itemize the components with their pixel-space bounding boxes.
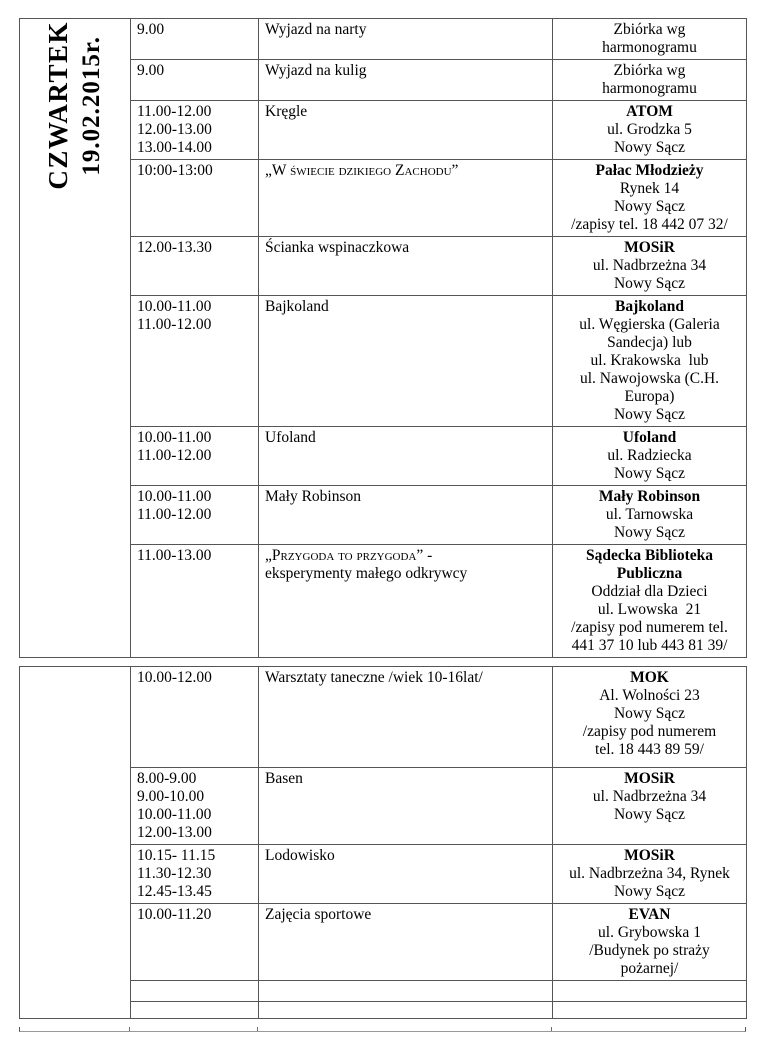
venue-detail-line: Nowy Sącz bbox=[613, 806, 686, 823]
activity-cell bbox=[259, 296, 553, 427]
location-cell bbox=[553, 160, 747, 237]
activity-cell bbox=[259, 904, 553, 981]
location-cell bbox=[553, 981, 747, 1002]
time-cell bbox=[131, 667, 259, 768]
time-cell bbox=[131, 60, 259, 101]
venue-detail-line: ul. Radziecka bbox=[607, 447, 692, 464]
venue-name-line: MOSiR bbox=[624, 847, 675, 864]
activity-cell bbox=[259, 768, 553, 845]
activity-cell bbox=[259, 981, 553, 1002]
activity-cell bbox=[259, 160, 553, 237]
time-line: 10.00-11.00 bbox=[137, 488, 212, 505]
activity-line: Basen bbox=[265, 770, 303, 787]
time-cell bbox=[131, 160, 259, 237]
venue-detail-line: Zbiórka wg bbox=[613, 21, 686, 38]
venue-name-line: MOK bbox=[630, 669, 669, 686]
time-cell bbox=[131, 904, 259, 981]
activity-line: Ścianka wspinaczkowa bbox=[265, 239, 410, 256]
time-line: 9.00-10.00 bbox=[137, 788, 205, 805]
venue-detail-line: Rynek 14 bbox=[619, 180, 680, 197]
venue-detail-line: ul. Węgierska (Galeria bbox=[579, 316, 720, 333]
activity-line: „Przygoda to przygoda” - bbox=[265, 547, 433, 564]
next-table-cutoff bbox=[19, 1027, 746, 1032]
date-label: 19.02.2015r. bbox=[78, 35, 105, 176]
activity-line: Zajęcia sportowe bbox=[265, 906, 372, 923]
activity-cell bbox=[259, 60, 553, 101]
time-cell bbox=[131, 427, 259, 486]
venue-detail-line: harmonogramu bbox=[602, 39, 697, 56]
cutoff-column-stub bbox=[552, 1027, 745, 1031]
time-cell bbox=[131, 296, 259, 427]
activity-line: Kręgle bbox=[265, 103, 308, 120]
schedule-table-thursday-body bbox=[20, 19, 747, 658]
cutoff-column-stub bbox=[130, 1027, 258, 1031]
activity-line: Bajkoland bbox=[265, 298, 329, 315]
time-cell bbox=[131, 19, 259, 60]
activity-line: eksperymenty małego odkrywcy bbox=[265, 565, 468, 582]
activity-cell bbox=[259, 427, 553, 486]
venue-detail-line: tel. 18 443 89 59/ bbox=[595, 741, 704, 758]
time-line: 10.00-11.20 bbox=[137, 906, 212, 923]
time-cell bbox=[131, 486, 259, 545]
time-line: 11.00-12.00 bbox=[137, 447, 212, 464]
venue-detail-line: ul. Tarnowska bbox=[605, 506, 694, 523]
location-cell bbox=[553, 768, 747, 845]
venue-name-line: Publiczna bbox=[616, 565, 683, 582]
location-cell bbox=[553, 237, 747, 296]
venue-detail-line: ul. Nadbrzeżna 34, Rynek bbox=[569, 865, 730, 882]
venue-detail-line: harmonogramu bbox=[602, 80, 697, 97]
activity-cell bbox=[259, 1002, 553, 1019]
day-date-wrapper bbox=[26, 21, 124, 190]
venue-detail-line: Nowy Sącz bbox=[613, 705, 686, 722]
cutoff-column-stub bbox=[20, 1027, 130, 1031]
time-line: 12.45-13.45 bbox=[137, 883, 212, 900]
location-cell bbox=[553, 19, 747, 60]
location-cell bbox=[553, 101, 747, 160]
location-cell bbox=[553, 545, 747, 658]
time-line: 10.00-12.00 bbox=[137, 669, 212, 686]
venue-detail-line: /zapisy tel. 18 442 07 32/ bbox=[571, 216, 728, 233]
venue-detail-line: ul. Nadbrzeżna 34 bbox=[592, 257, 707, 274]
venue-detail-line: pożarnej/ bbox=[620, 960, 679, 977]
time-cell bbox=[131, 981, 259, 1002]
venue-detail-line: Sandecja) lub bbox=[607, 334, 692, 351]
activity-cell bbox=[259, 237, 553, 296]
time-line: 11.00-12.00 bbox=[137, 316, 212, 333]
venue-name-line: EVAN bbox=[628, 906, 671, 923]
time-line: 9.00 bbox=[137, 21, 165, 38]
venue-detail-line: Nowy Sącz bbox=[613, 524, 686, 541]
venue-detail-line: Nowy Sącz bbox=[613, 883, 686, 900]
venue-detail-line: /zapisy pod numerem bbox=[582, 723, 717, 740]
time-line: 10.15- 11.15 bbox=[137, 847, 216, 864]
venue-detail-line: Nowy Sącz bbox=[613, 465, 686, 482]
schedule-table-continued bbox=[19, 666, 747, 1019]
venue-detail-line: ul. Grodzka 5 bbox=[607, 121, 692, 138]
venue-name-line: Ufoland bbox=[622, 429, 677, 446]
venue-detail-line: 441 37 10 lub 443 81 39/ bbox=[571, 637, 728, 654]
time-line: 11.00-13.00 bbox=[137, 547, 212, 564]
empty-sidebar-cell bbox=[20, 667, 131, 1019]
location-cell bbox=[553, 667, 747, 768]
venue-name-line: MOSiR bbox=[624, 239, 675, 256]
activity-cell bbox=[259, 101, 553, 160]
activity-cell bbox=[259, 545, 553, 658]
venue-detail-line: Europa) bbox=[624, 388, 675, 405]
table-row bbox=[20, 667, 747, 768]
venue-name-line: ATOM bbox=[626, 103, 673, 120]
activity-cell bbox=[259, 19, 553, 60]
time-line: 11.00-12.00 bbox=[137, 506, 212, 523]
venue-detail-line: Nowy Sącz bbox=[613, 139, 686, 156]
activity-cell bbox=[259, 667, 553, 768]
time-line: 9.00 bbox=[137, 62, 165, 79]
activity-line: Lodowisko bbox=[265, 847, 335, 864]
venue-detail-line: /zapisy pod numerem tel. bbox=[571, 619, 728, 636]
location-cell bbox=[553, 296, 747, 427]
location-cell bbox=[553, 60, 747, 101]
day-label: CZWARTEK bbox=[43, 21, 73, 190]
schedule-table-thursday bbox=[19, 18, 747, 658]
time-line: 11.30-12.30 bbox=[137, 865, 212, 882]
time-line: 10.00-11.00 bbox=[137, 298, 212, 315]
venue-detail-line: Nowy Sącz bbox=[613, 198, 686, 215]
activity-line: Mały Robinson bbox=[265, 488, 362, 505]
time-line: 10:00-13:00 bbox=[137, 162, 213, 179]
venue-name-line: Mały Robinson bbox=[598, 488, 701, 505]
time-line: 10.00-11.00 bbox=[137, 429, 212, 446]
cutoff-column-stub bbox=[258, 1027, 552, 1031]
activity-line: Wyjazd na narty bbox=[265, 21, 367, 38]
time-line: 12.00-13.00 bbox=[137, 121, 212, 138]
venue-detail-line: ul. Lwowska 21 bbox=[597, 601, 702, 618]
time-line: 12.00-13.00 bbox=[137, 824, 212, 841]
time-line: 11.00-12.00 bbox=[137, 103, 212, 120]
activity-line: Ufoland bbox=[265, 429, 316, 446]
time-cell bbox=[131, 101, 259, 160]
venue-name-line: Pałac Młodzieży bbox=[595, 162, 704, 179]
time-cell bbox=[131, 845, 259, 904]
location-cell bbox=[553, 845, 747, 904]
venue-name-line: Bajkoland bbox=[615, 298, 684, 315]
time-line: 13.00-14.00 bbox=[137, 139, 212, 156]
venue-detail-line: Al. Wolności 23 bbox=[599, 687, 700, 704]
activity-line: Wyjazd na kulig bbox=[265, 62, 367, 79]
venue-detail-line: Nowy Sącz bbox=[613, 275, 686, 292]
time-cell bbox=[131, 768, 259, 845]
venue-detail-line: ul. Nawojowska (C.H. bbox=[579, 370, 720, 387]
schedule-table-continued-body bbox=[20, 667, 747, 1019]
time-line: 10.00-11.00 bbox=[137, 806, 212, 823]
location-cell bbox=[553, 904, 747, 981]
venue-detail-line: ul. Krakowska lub bbox=[590, 352, 709, 369]
venue-detail-line: /Budynek po straży bbox=[589, 942, 710, 959]
venue-name-line: MOSiR bbox=[624, 770, 675, 787]
time-cell bbox=[131, 545, 259, 658]
venue-detail-line: Zbiórka wg bbox=[613, 62, 686, 79]
table-row bbox=[20, 19, 747, 60]
activity-cell bbox=[259, 845, 553, 904]
time-cell bbox=[131, 237, 259, 296]
venue-detail-line: Oddział dla Dzieci bbox=[591, 583, 708, 600]
venue-detail-line: Nowy Sącz bbox=[613, 406, 686, 423]
activity-line: Warsztaty taneczne /wiek 10-16lat/ bbox=[265, 669, 483, 686]
venue-name-line: Sądecka Biblioteka bbox=[585, 547, 714, 564]
time-cell bbox=[131, 1002, 259, 1019]
location-cell bbox=[553, 427, 747, 486]
location-cell bbox=[553, 486, 747, 545]
day-sidebar-cell bbox=[20, 19, 131, 658]
time-line: 12.00-13.30 bbox=[137, 239, 212, 256]
activity-cell bbox=[259, 486, 553, 545]
venue-detail-line: ul. Grybowska 1 bbox=[598, 924, 701, 941]
location-cell bbox=[553, 1002, 747, 1019]
venue-detail-line: ul. Nadbrzeżna 34 bbox=[592, 788, 707, 805]
time-line: 8.00-9.00 bbox=[137, 770, 197, 787]
activity-line: „W świecie dzikiego Zachodu” bbox=[265, 162, 459, 179]
